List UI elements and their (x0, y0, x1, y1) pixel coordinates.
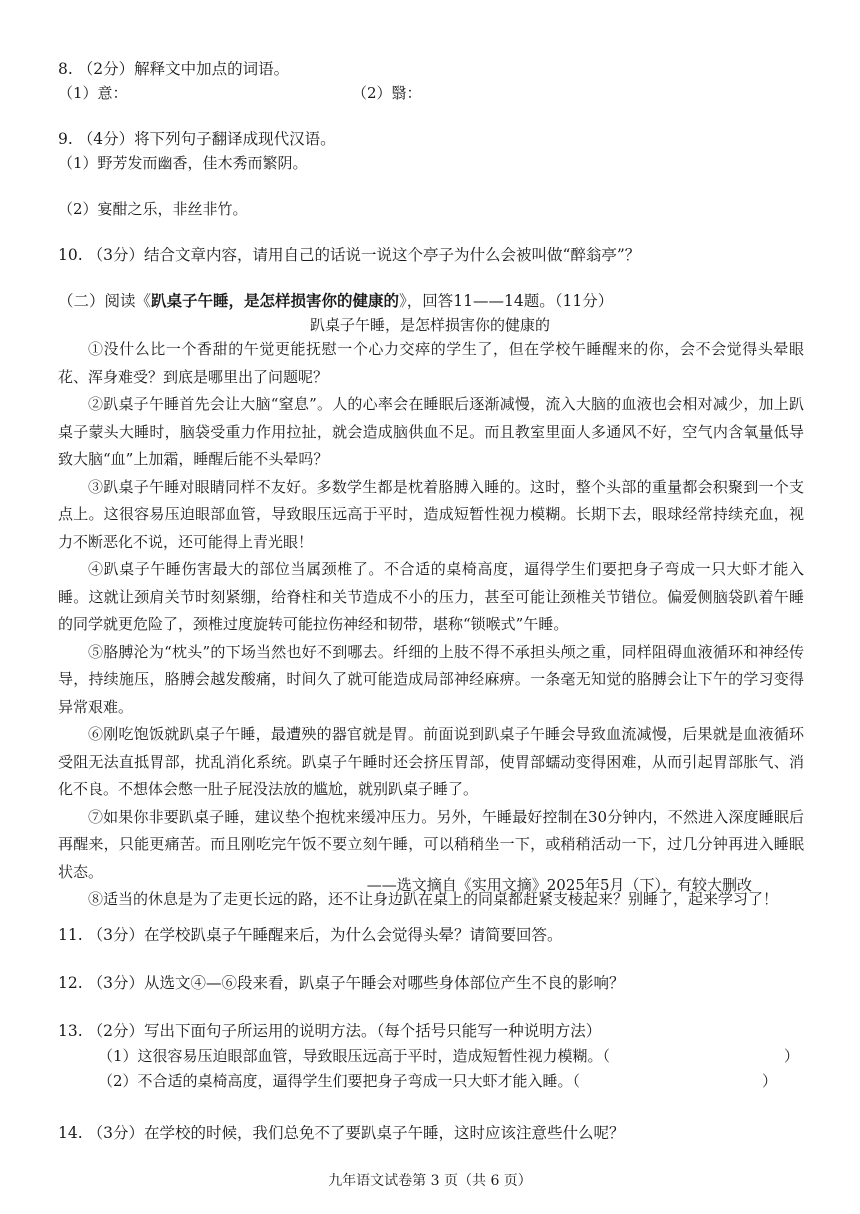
question-9-sub1: （1）野芳发而幽香，佳木秀而繁阴。 (58, 154, 308, 172)
question-8-sub1-text: （1）意： (58, 84, 128, 102)
question-13-sub1-close: ） (784, 1047, 800, 1065)
passage-paragraph-6: ⑥刚吃饱饭就趴桌子午睡，最遭殃的器官就是胃。前面说到趴桌子午睡会导致血流减慢，后果就是血液循环受阻无法直抵胃部，扰乱消化系统。趴桌子午睡时还会挤压胃部，使胃部蠕动变得困难，从而引起胃部胀气、消化不良。不想体会憋一肚子屁没法放的尴尬，就别趴桌子睡了。 (58, 725, 804, 798)
section-2-title-bold: 趴桌子午睡，是怎样损害你的健康的 (151, 291, 400, 310)
section-2-suffix: 》，回答11——14题。（11分） (399, 292, 614, 310)
question-11-head: 11. （3分）在学校趴桌子午睡醒来后，为什么会觉得头晕？请简要回答。 (58, 926, 563, 944)
question-8-sub1 (58, 82, 810, 104)
question-13-sub2-close: ） (762, 1072, 778, 1090)
passage-source: ——选文摘自《实用文摘》2025年5月（下），有较大删改 (366, 876, 752, 894)
question-13-sub2-text: （2）不合适的桌椅高度，逼得学生们要把身子弯成一只大虾才能入睡。（ (98, 1072, 581, 1090)
question-9-head: 9. （4分）将下列句子翻译成现代汉语。 (58, 130, 336, 148)
question-13-sub1-text: （1）这很容易压迫眼部血管，导致眼压远高于平时，造成短暂性视力模糊。（ (98, 1047, 611, 1065)
section-2-prefix: （二）阅读《 (58, 292, 152, 310)
passage-paragraph-8: ⑧适当的休息是为了走更长远的路，还不让身边趴在桌上的同桌都赶紧支棱起来？别睡了，起来学习了！ (88, 890, 779, 908)
page-footer: 九年语文试卷第 3 页（共 6 页） (328, 1173, 532, 1189)
question-13-sub2 (98, 1070, 810, 1092)
passage-paragraph-4: ④趴桌子午睡伤害最大的部位当属颈椎了。不合适的桌椅高度，逼得学生们要把身子弯成一只大虾才能入睡。这就让颈肩关节时刻紧绷，给脊柱和关节造成不小的压力，甚至可能让颈椎关节错位。偏爱侧脑袋趴着午睡的同学就更危险了，颈椎过度旋转可能拉伤神经和韧带，堪称“锁喉式”午睡。 (58, 560, 804, 633)
question-8-sub2-text: （2）翳： (352, 84, 422, 102)
passage-paragraph-5: ⑤胳膊沦为“枕头”的下场当然也好不到哪去。纤细的上肢不得不承担头颅之重，同样阻碍血液循环和神经传导，持续施压，胳膊会越发酸痛，时间久了就可能造成局部神经麻痹。一条毫无知觉的胳膊会让下午的学习变得异常艰难。 (58, 642, 804, 716)
section-2-heading (58, 290, 810, 312)
question-10-head: 10. （3分）结合文章内容，请用自己的话说一说这个亭子为什么会被叫做“醉翁亭”？ (58, 246, 641, 264)
passage-paragraph-3: ③趴桌子午睡对眼睛同样不友好。多数学生都是枕着胳膊入睡的。这时，整个头部的重量都会积聚到一个支点上。这很容易压迫眼部血管，导致眼压远高于平时，造成短暂性视力模糊。长期下去，眼球经常持续充血，视力不断恶化不说，还可能得上青光眼！ (58, 477, 804, 551)
passage-body (58, 336, 804, 914)
question-8-head: 8. （2分）解释文中加点的词语。 (58, 60, 290, 78)
passage-paragraph-2: ②趴桌子午睡首先会让大脑“窒息”。人的心率会在睡眠后逐渐减慢，流入大脑的血液也会相对减少，加上趴桌子蒙头大睡时，脑袋受重力作用拉扯，就会造成脑供血不足。而且教室里面人多通风不好，空气内含氧量低导致大脑“血”上加霜，睡醒后能不头晕吗？ (58, 395, 804, 468)
question-13-sub1 (98, 1045, 810, 1067)
passage-paragraph-7: ⑦如果你非要趴桌子睡，建议垫个抱枕来缓冲压力。另外，午睡最好控制在30分钟内，不然进入深度睡眠后再醒来，只能更痛苦。而且刚吃完午饭不要立刻午睡，可以稍稍坐一下，或稍稍活动一下，过几分钟再进入睡眠状态。 (58, 807, 804, 881)
question-12-head: 12. （3分）从选文④—⑥段来看，趴桌子午睡会对哪些身体部位产生不良的影响？ (58, 974, 625, 992)
question-14-head: 14. （3分）在学校的时候，我们总免不了要趴桌子午睡，这时应该注意些什么呢？ (58, 1124, 625, 1142)
passage-paragraph-1: ①没什么比一个香甜的午觉更能抚慰一个心力交瘁的学生了，但在学校午睡醒来的你，会不会觉得头晕眼花、浑身难受？到底是哪里出了问题呢？ (58, 340, 804, 386)
passage-title: 趴桌子午睡，是怎样损害你的健康的 (309, 316, 550, 334)
question-9-sub2: （2）宴酣之乐，非丝非竹。 (58, 200, 248, 218)
question-13-head: 13. （2分）写出下面句子所运用的说明方法。（每个括号只能写一种说明方法） (58, 1022, 602, 1040)
